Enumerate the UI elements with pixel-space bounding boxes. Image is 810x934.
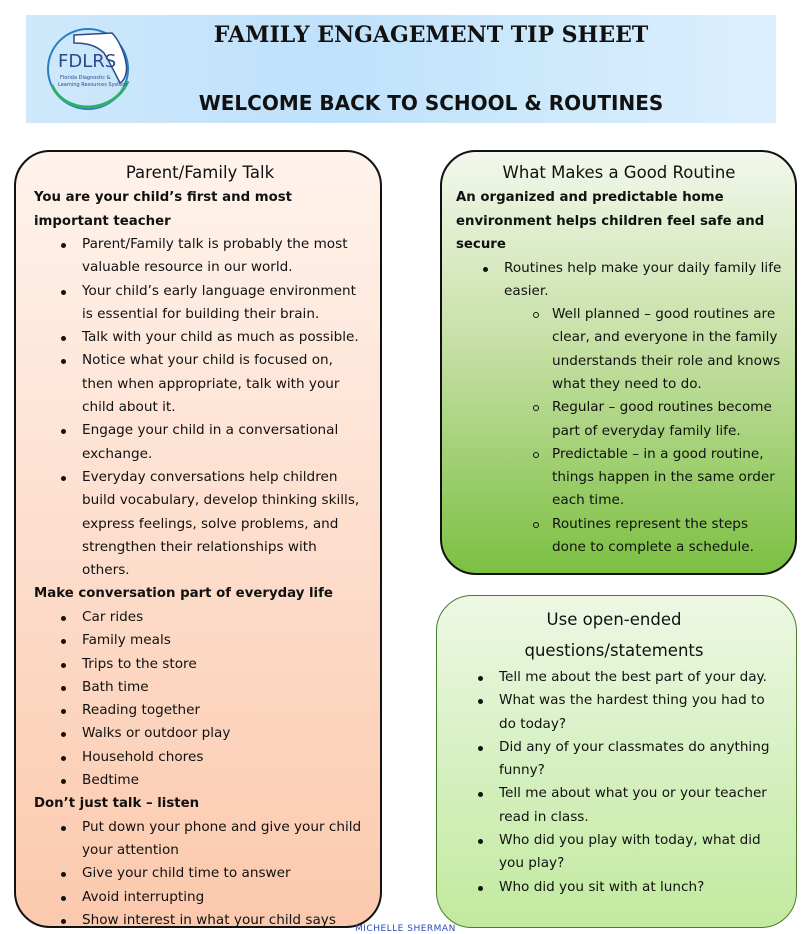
questions-box [436,595,797,928]
parent-talk-list [34,233,366,582]
list-item: Who did you play with today, what did you play? [451,829,777,876]
list-item: Tell me about what you or your teacher read in class. [451,782,777,829]
svg-text:Florida Diagnostic &: Florida Diagnostic & [60,75,111,81]
list-item: Tell me about the best part of your day. [451,666,777,689]
list-item: Regular – good routines become part of everyday family life. [456,396,782,443]
routine-box [440,150,797,575]
list-item: Give your child time to answer [34,862,366,885]
list-item: Avoid interrupting [34,886,366,909]
list-item: Car rides [34,606,366,629]
routine-sublist [456,303,782,559]
list-item: Bath time [34,676,366,699]
listen-list [34,816,366,932]
list-item: Did any of your classmates do anything funny? [451,736,777,783]
page-subtitle: WELCOME BACK TO SCHOOL & ROUTINES [198,91,664,115]
page-title: FAMILY ENGAGEMENT TIP SHEET [213,22,649,48]
header-banner [26,15,776,123]
list-item: Household chores [34,746,366,769]
everyday-list [34,606,366,792]
parent-talk-box [14,150,382,928]
logo-text: FDLRS [58,51,117,72]
list-item: Talk with your child as much as possible. [34,326,366,349]
list-item: Show interest in what your child says [34,909,366,932]
list-item: Predictable – in a good routine, things happen in the same order each time. [456,443,782,513]
list-item: Notice what your child is focused on, then when appropriate, talk with your child about it. [34,349,366,419]
list-item: Put down your phone and give your child your attention [34,816,366,863]
list-item: Engage your child in a conversational exchange. [34,419,366,466]
list-item: Everyday conversations help children build vocabulary, develop thinking skills, express feelings, solve problems, and strengthen their relationships with others. [34,466,366,582]
list-item: Well planned – good routines are clear, and everyone in the family understands their role and knows what they need to do. [456,303,782,396]
section-heading: Don’t just talk – listen [34,796,200,812]
routine-intro: An organized and predictable home environment helps children feel safe and secure [456,190,765,252]
list-item: Routines represent the steps done to complete a schedule. [456,513,782,560]
section-heading: Make conversation part of everyday life [34,586,333,602]
list-item: Parent/Family talk is probably the most valuable resource in our world. [34,233,366,280]
list-item: Trips to the store [34,653,366,676]
questions-list [451,666,777,899]
parent-talk-title: Parent/Family Talk [125,163,275,182]
footer-credit: MICHELLE SHERMAN [355,924,456,934]
routine-list [456,257,782,304]
list-item: Who did you sit with at lunch? [451,876,777,899]
routine-title: What Makes a Good Routine [502,163,736,182]
list-item: Routines help make your daily family life easier. [456,257,782,304]
list-item: Reading together [34,699,366,722]
list-item: Your child’s early language environment is essential for building their brain. [34,280,366,327]
list-item: What was the hardest thing you had to do today? [451,689,777,736]
fdlrs-logo [44,23,136,113]
parent-talk-intro: You are your child’s first and most important teacher [34,190,293,229]
svg-text:Learning Resources System: Learning Resources System [58,82,128,88]
list-item: Family meals [34,629,366,652]
list-item: Walks or outdoor play [34,722,366,745]
questions-title: Use open-ended questions/statements [524,610,704,660]
list-item: Bedtime [34,769,366,792]
